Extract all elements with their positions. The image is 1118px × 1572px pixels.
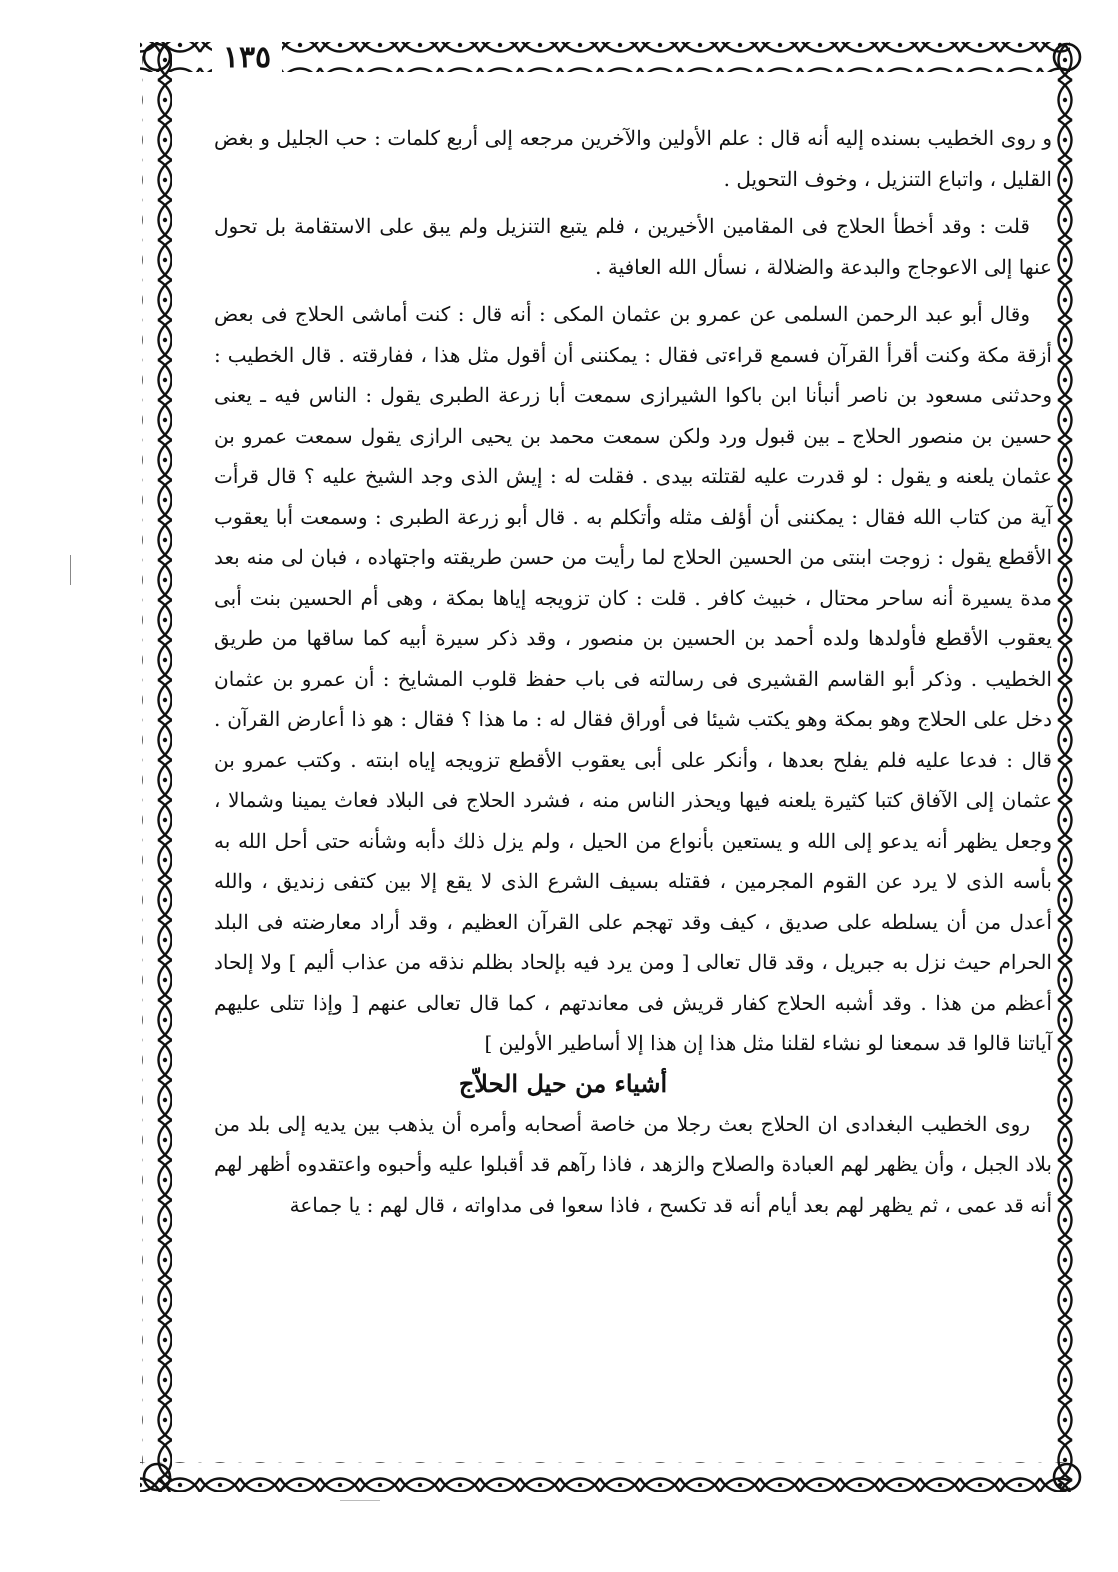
paragraph-3: وقال أبو عبد الرحمن السلمى عن عمرو بن عثمان المكى : أنه قال : كنت أماشى الحلاج فى بعض أزقة مكة وكنت أقرأ القرآن فسمع قراءتى فقال : يمكننى أن أقول مثل هذا ، ففارقته . قال الخطيب : وحدثنى مسعود بن ناصر أنبأنا ابن باكوا الشيرازى سمعت أبا زرعة الطبرى يقول : الناس فيه ـ يعنى حسين بن منصور الحلاج ـ بين قبول ورد ولكن سمعت محمد بن يحيى الرازى يقول سمعت عمرو بن عثمان يلعنه و يقول : لو قدرت عليه لقتلته بيدى . فقلت له : إيش الذى وجد الشيخ عليه ؟ قال قرأت آية من كتاب الله فقال : يمكننى أن أؤلف مثله وأتكلم به . قال أبو زرعة الطبرى : وسمعت أبا يعقوب الأقطع يقول : زوجت ابنتى من الحسين الحلاج لما رأيت من حسن طريقته واجتهاده ، فبان لى منه بعد مدة يسيرة أنه ساحر محتال ، خبيث كافر . قلت : كان تزويجه إياها بمكة ، وهى أم الحسين بنت أبى يعقوب الأقطع فأولدها ولده أحمد بن الحسين بن منصور ، وقد ذكر سيرة أبيه كما ساقها من طريق الخطيب . وذكر أبو القاسم القشيرى فى رسالته فى باب حفظ قلوب المشايخ : أن عمرو بن عثمان دخل على الحلاج وهو بمكة وهو يكتب شيئا فى أوراق فقال له : ما هذا ؟ فقال : هو ذا أعارض القرآن . قال : فدعا عليه فلم يفلح بعدها ، وأنكر على أبى يعقوب الأقطع تزويجه إياه ابنته . وكتب عمرو بن عثمان إلى الآفاق كتبا كثيرة يلعنه فيها ويحذر الناس منه ، فشرد الحلاج فى البلاد فعاث يمينا وشمالا ، وجعل يظهر أنه يدعو إلى الله و يستعين بأنواع من الحيل ، ولم يزل ذلك دأبه وشأنه حتى أحل الله به بأسه الذى لا يرد عن القوم المجرمين ، فقتله بسيف الشرع الذى لا يقع إلا بين كتفى زنديق ، والله أعدل من أن يسلطه على صديق ، كيف وقد تهجم على القرآن العظيم ، وقد أراد معارضته فى البلد الحرام حيث نزل به جبريل ، وقد قال تعالى [ ومن يرد فيه بإلحاد بظلم نذقه من عذاب أليم ] ولا إلحاد أعظم من هذا . وقد أشبه الحلاج كفار قريش فى معاندتهم ، كما قال تعالى عنهم [ وإذا تتلى عليهم آياتنا قالوا قد سمعنا لو نشاء لقلنا مثل هذا إن هذا إلا أساطير الأولين ]	[214, 302, 1053, 1055]
paragraph-2: قلت : وقد أخطأ الحلاج فى المقامين الأخيرين ، فلم يتبع التنزيل ولم يبق على الاستقامة بل تحول عنها إلى الاعوجاج والبدعة والضلالة ، نسأل الله العافية .	[214, 214, 1052, 279]
paragraph-1: و روى الخطيب بسنده إليه أنه قال : علم الأولين والآخرين مرجعه إلى أربع كلمات : حب الجليل و بغض القليل ، واتباع التنزيل ، وخوف التحويل .	[214, 126, 1052, 191]
main-text	[214, 118, 1052, 1225]
print-smudge	[340, 1500, 380, 1501]
paragraph-4: روى الخطيب البغدادى ان الحلاج بعث رجلا من خاصة أصحابه وأمره أن يذهب بين يديه إلى بلد من بلاد الجبل ، وأن يظهر لهم العبادة والصلاح والزهد ، فاذا رآهم قد أقبلوا عليه وأحبوه واعتقدوه أظهر لهم أنه قد عمى ، ثم يظهر لهم بعد أيام أنه قد تكسح ، فاذا سعوا فى مداواته ، قال لهم : يا جماعة	[214, 1111, 1052, 1217]
section-heading: أشياء من حيل الحلاّج	[458, 1068, 668, 1098]
page-number: ١٣٥	[212, 38, 282, 78]
margin-mark	[70, 555, 71, 585]
